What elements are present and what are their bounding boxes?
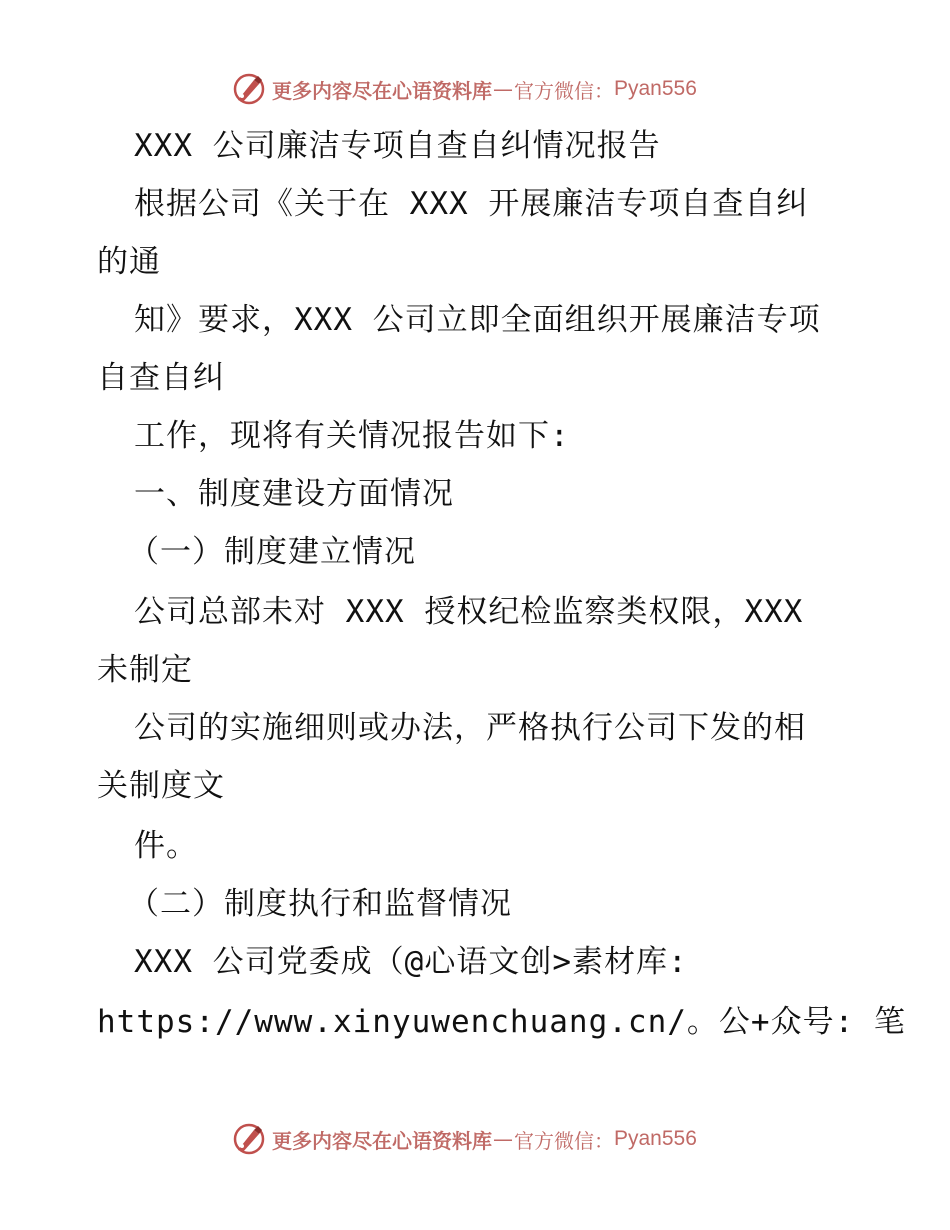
quill-pen-logo-icon [232, 72, 266, 106]
document-title: XXX 公司廉洁专项自查自纠情况报告 [134, 128, 661, 164]
watermark-site-text: 更多内容尽在心语资料库 [272, 1128, 492, 1153]
subsection-heading: （一）制度建立情况 [128, 534, 416, 570]
body-line: 工作，现将有关情况报告如下: [134, 418, 570, 454]
body-line: 关制度文 [97, 768, 225, 804]
watermark-wechat-label: 官方微信： [514, 1128, 614, 1153]
body-line: 根据公司《关于在 XXX 开展廉洁专项自查自纠 [134, 186, 809, 222]
watermark-dash: — [493, 77, 513, 101]
watermark-wechat-label: 官方微信： [514, 78, 614, 103]
section-heading: 一、制度建设方面情况 [134, 476, 454, 512]
watermark-wechat-id: Pyan556 [614, 1127, 697, 1150]
watermark-wechat-id: Pyan556 [614, 77, 697, 100]
body-line: 未制定 [97, 652, 193, 688]
footer-watermark [232, 1120, 697, 1158]
body-line: 件。 [134, 828, 198, 864]
quill-pen-logo-icon [232, 1122, 266, 1156]
body-line: 自查自纠 [97, 360, 225, 396]
watermark-site-text: 更多内容尽在心语资料库 [272, 78, 492, 103]
body-line: 公司总部未对 XXX 授权纪检监察类权限，XXX [134, 594, 804, 630]
subsection-heading: （二）制度执行和监督情况 [128, 886, 512, 922]
watermark-dash: — [493, 1127, 513, 1151]
body-line: XXX 公司党委成（@心语文创>素材库: [134, 944, 688, 980]
body-line: 公司的实施细则或办法，严格执行公司下发的相 [134, 710, 806, 746]
body-line: 的通 [97, 244, 161, 280]
body-line-url: https://www.xinyuwenchuang.cn/。公+众号: 笔 [97, 1004, 906, 1040]
header-watermark [232, 70, 697, 108]
body-line: 知》要求，XXX 公司立即全面组织开展廉洁专项 [134, 302, 821, 338]
